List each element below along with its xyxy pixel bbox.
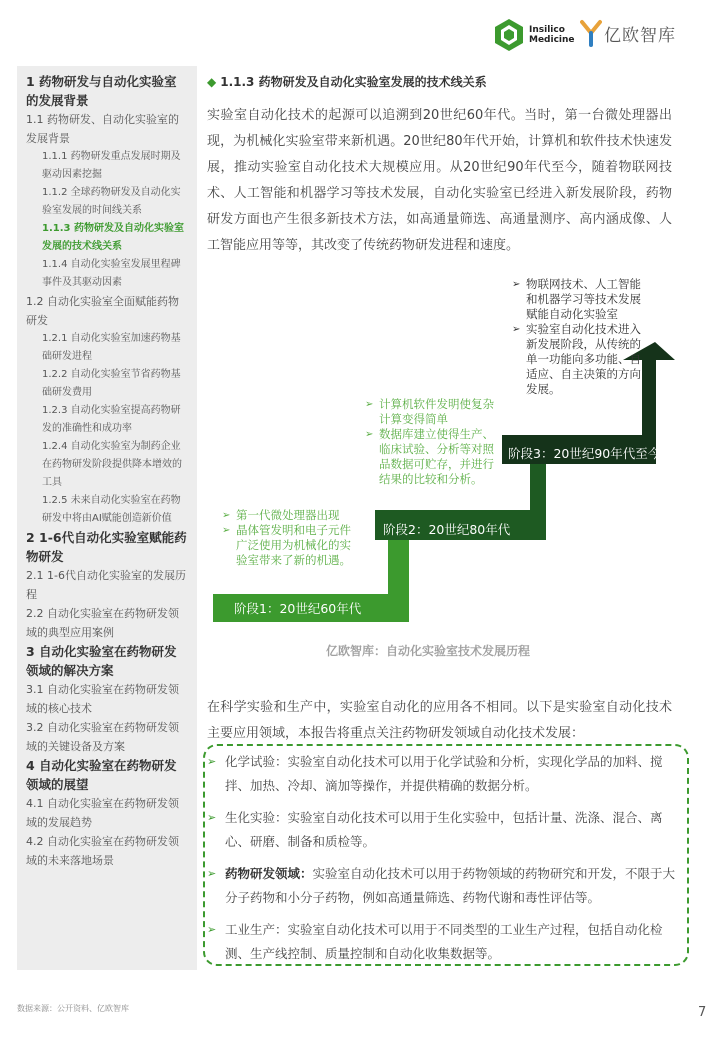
insilico-hex-icon [492, 18, 526, 52]
toc-item[interactable]: 1.2.3 自动化实验室提高药物研发的准确性和成功率 [42, 405, 181, 434]
application-item [207, 862, 677, 910]
toc-item[interactable]: 1.2.2 自动化实验室节省药物基础研发费用 [42, 369, 181, 398]
toc-item[interactable]: 1.2.1 自动化实验室加速药物基础研发进程 [42, 333, 181, 362]
arrow-bullet-icon: ➢ [207, 923, 217, 936]
applications-intro: 在科学实验和生产中，实验室自动化的应用各不相同。以下是实验室自动化技术主要应用领域，本报告将重点关注药物研发领域自动化技术发展： [207, 700, 672, 741]
application-item [207, 918, 677, 966]
toc-item[interactable]: 1.1.2 全球药物研发及自动化实验室发展的时间线关系 [42, 187, 181, 216]
stage3-bullets [512, 277, 646, 397]
stage3-label: 阶段3：20世纪90年代至今 [508, 446, 661, 461]
application-text: 实验室自动化技术可以用于化学试验和分析，实现化学品的加料、搅拌、加热、冷却、滴加等操作，并提供精确的数据分析。 [225, 754, 663, 793]
application-text: 实验室自动化技术可以用于药物领域的药物研究和开发，不限于大分子药物和小分子药物，例如高通量筛选、药物代谢和毒性评估等。 [225, 866, 676, 905]
stage3-bullet: ➢ 物联网技术、人工智能和机器学习等技术发展赋能自动化实验室 [512, 277, 646, 322]
application-label: 工业生产： [225, 922, 288, 937]
toc-item[interactable]: 1.1.1 药物研发重点发展时期及驱动因素挖掘 [42, 151, 181, 180]
toc-item[interactable]: 2.1 1-6代自动化实验室的发展历程 [26, 569, 186, 601]
toc-item[interactable]: 1 药物研发与自动化实验室的发展背景 [26, 74, 177, 108]
application-label: 生化实验： [225, 810, 288, 825]
stage2-bullet: ➢ 计算机软件发明使复杂计算变得简单 [365, 397, 495, 427]
yiou-logo [580, 19, 676, 47]
toc-item[interactable]: 3 自动化实验室在药物研发领域的解决方案 [26, 644, 177, 678]
toc-item[interactable]: 1.1.3 药物研发及自动化实验室发展的技术线关系 [42, 223, 184, 252]
stage2-bullets [365, 397, 495, 487]
yiou-mark-icon [580, 19, 602, 47]
stage1-bullet: ➢ 第一代微处理器出现 [222, 508, 352, 523]
intro-paragraph: 实验室自动化技术的起源可以追溯到20世纪60年代。当时，第一台微处理器出现，为机械化实验室带来新机遇。20世纪80年代开始，计算机和软件技术快速发展，推动实验室自动化技术大规模应用。从20世纪90年代至今，随着物联网技术、人工智能和机器学习等技术发展，自动化实验室已经进入新发展阶段，药物研发方面也产生很多新技术方法，如高通量筛选、高通量测序、高内涵成像、人工智能应用等等，其改变了传统药物研发进程和速度。 [207, 108, 672, 253]
application-item [207, 806, 677, 854]
toc-item[interactable]: 2 1-6代自动化实验室赋能药物研发 [26, 530, 187, 564]
arrow-bullet-icon: ➢ [207, 755, 217, 768]
arrow-bullet-icon: ➢ [207, 867, 217, 880]
diamond-icon: ◆ [207, 75, 217, 89]
table-of-contents [26, 72, 188, 870]
logo2-text: 亿欧智库 [604, 25, 676, 46]
section-heading [207, 73, 487, 90]
stage1-label: 阶段1：20世纪60年代 [234, 601, 362, 616]
stage2-label: 阶段2：20世纪80年代 [383, 522, 511, 537]
stage3-bullet: ➢ 实验室自动化技术进入新发展阶段，从传统的单一功能向多功能、自适应、自主决策的方向发展。 [512, 322, 646, 397]
toc-item[interactable]: 1.2.4 自动化实验室为制药企业在药物研发阶段提供降本增效的工具 [42, 441, 182, 488]
application-text: 实验室自动化技术可以用于生化实验中，包括计量、洗涤、混合、离心、研磨、制备和质检等。 [225, 810, 663, 849]
application-text: 实验室自动化技术可以用于不同类型的工业生产过程，包括自动化检测、生产线控制、质量控制和自动化收集数据等。 [225, 922, 663, 961]
arrow-bullet-icon: ➢ [207, 811, 217, 824]
diagram-caption: 亿欧智库：自动化实验室技术发展历程 [326, 644, 531, 658]
application-label: 药物研发领域： [225, 866, 313, 881]
insilico-logo [492, 18, 575, 52]
data-source: 数据来源：公开资料、亿欧智库 [17, 1004, 129, 1013]
toc-item[interactable]: 1.1 药物研发、自动化实验室的发展背景 [26, 113, 179, 145]
toc-item[interactable]: 1.2 自动化实验室全面赋能药物研发 [26, 295, 179, 327]
stage1-bullet: ➢ 晶体管发明和电子元件广泛使用为机械化的实验室带来了新的机遇。 [222, 523, 352, 568]
toc-item[interactable]: 2.2 自动化实验室在药物研发领域的典型应用案例 [26, 607, 179, 639]
page-number: 7 [698, 1005, 707, 1020]
application-item [207, 750, 677, 798]
logo1-line1: Insilico [529, 25, 565, 35]
toc-item[interactable]: 1.2.5 未来自动化实验室在药物研发中将由AI赋能创造新价值 [42, 495, 181, 524]
toc-item[interactable]: 3.1 自动化实验室在药物研发领域的核心技术 [26, 683, 179, 715]
application-label: 化学试验： [225, 754, 288, 769]
toc-item[interactable]: 4.2 自动化实验室在药物研发领域的未来落地场景 [26, 835, 179, 867]
stage1-bullets [222, 508, 352, 568]
toc-item[interactable]: 3.2 自动化实验室在药物研发领域的关键设备及方案 [26, 721, 179, 753]
toc-item[interactable]: 4.1 自动化实验室在药物研发领域的发展趋势 [26, 797, 179, 829]
section-title: 1.1.3 药物研发及自动化实验室发展的技术线关系 [220, 75, 487, 89]
toc-item[interactable]: 4 自动化实验室在药物研发领域的展望 [26, 758, 177, 792]
logo1-line2: Medicine [529, 35, 575, 45]
stage2-bullet: ➢ 数据库建立使得生产、临床试验、分析等对照品数据可贮存，并进行结果的比较和分析。 [365, 427, 495, 487]
toc-item[interactable]: 1.1.4 自动化实验室发展里程碑事件及其驱动因素 [42, 259, 181, 288]
